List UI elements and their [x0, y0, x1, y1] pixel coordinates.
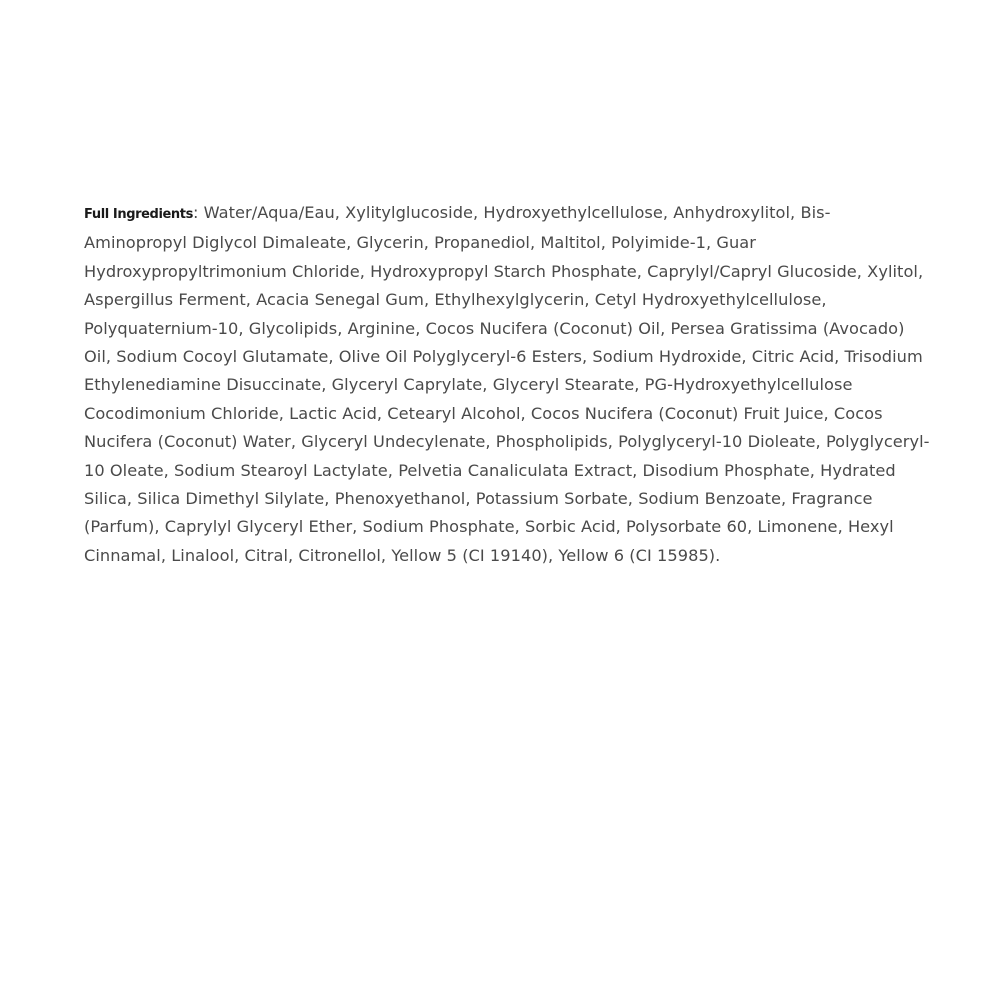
- ingredients-list-text: Water/Aqua/Eau, Xylitylglucoside, Hydroxyethylcellulose, Anhydroxylitol, Bis-Aminopropyl Diglycol Dimaleate, Glycerin, Propanediol, Maltitol, Polyimide-1, Guar Hydroxypropyltrimonium Chloride, Hydroxypropyl Starch Phosphate, Caprylyl/Capryl Glucoside, Xylitol, Aspergillus Ferment, Acacia Senegal Gum, Ethylhexylglycerin, Cetyl Hydroxyethylcellulose, Polyquaternium-10, Glycolipids, Arginine, Cocos Nucifera (Coconut) Oil, Persea Gratissima (Avocado) Oil, Sodium Cocoyl Glutamate, Olive Oil Polyglyceryl-6 Esters, Sodium Hydroxide, Citric Acid, Trisodium Ethylenediamine Disuccinate, Glyceryl Caprylate, Glyceryl Stearate, PG-Hydroxyethylcellulose Cocodimonium Chloride, Lactic Acid, Cetearyl Alcohol, Cocos Nucifera (Coconut) Fruit Juice, Cocos Nucifera (Coconut) Water, Glyceryl Undecylenate, Phospholipids, Polyglyceryl-10 Dioleate, Polyglyceryl-10 Oleate, Sodium Stearoyl Lactylate, Pelvetia Canaliculata Extract, Disodium Phosphate, Hydrated Silica, Silica Dimethyl Silylate, Phenoxyethanol, Potassium Sorbate, Sodium Benzoate, Fragrance (Parfum), Caprylyl Glyceryl Ether, Sodium Phosphate, Sorbic Acid, Polysorbate 60, Limonene, Hexyl Cinnamal, Linalool, Citral, Citronellol, Yellow 5 (CI 19140), Yellow 6 (CI 15985).: [84, 203, 930, 565]
- ingredients-separator: :: [192, 203, 204, 222]
- ingredients-label: Full Ingredients: [84, 207, 193, 222]
- ingredients-paragraph: [84, 199, 932, 570]
